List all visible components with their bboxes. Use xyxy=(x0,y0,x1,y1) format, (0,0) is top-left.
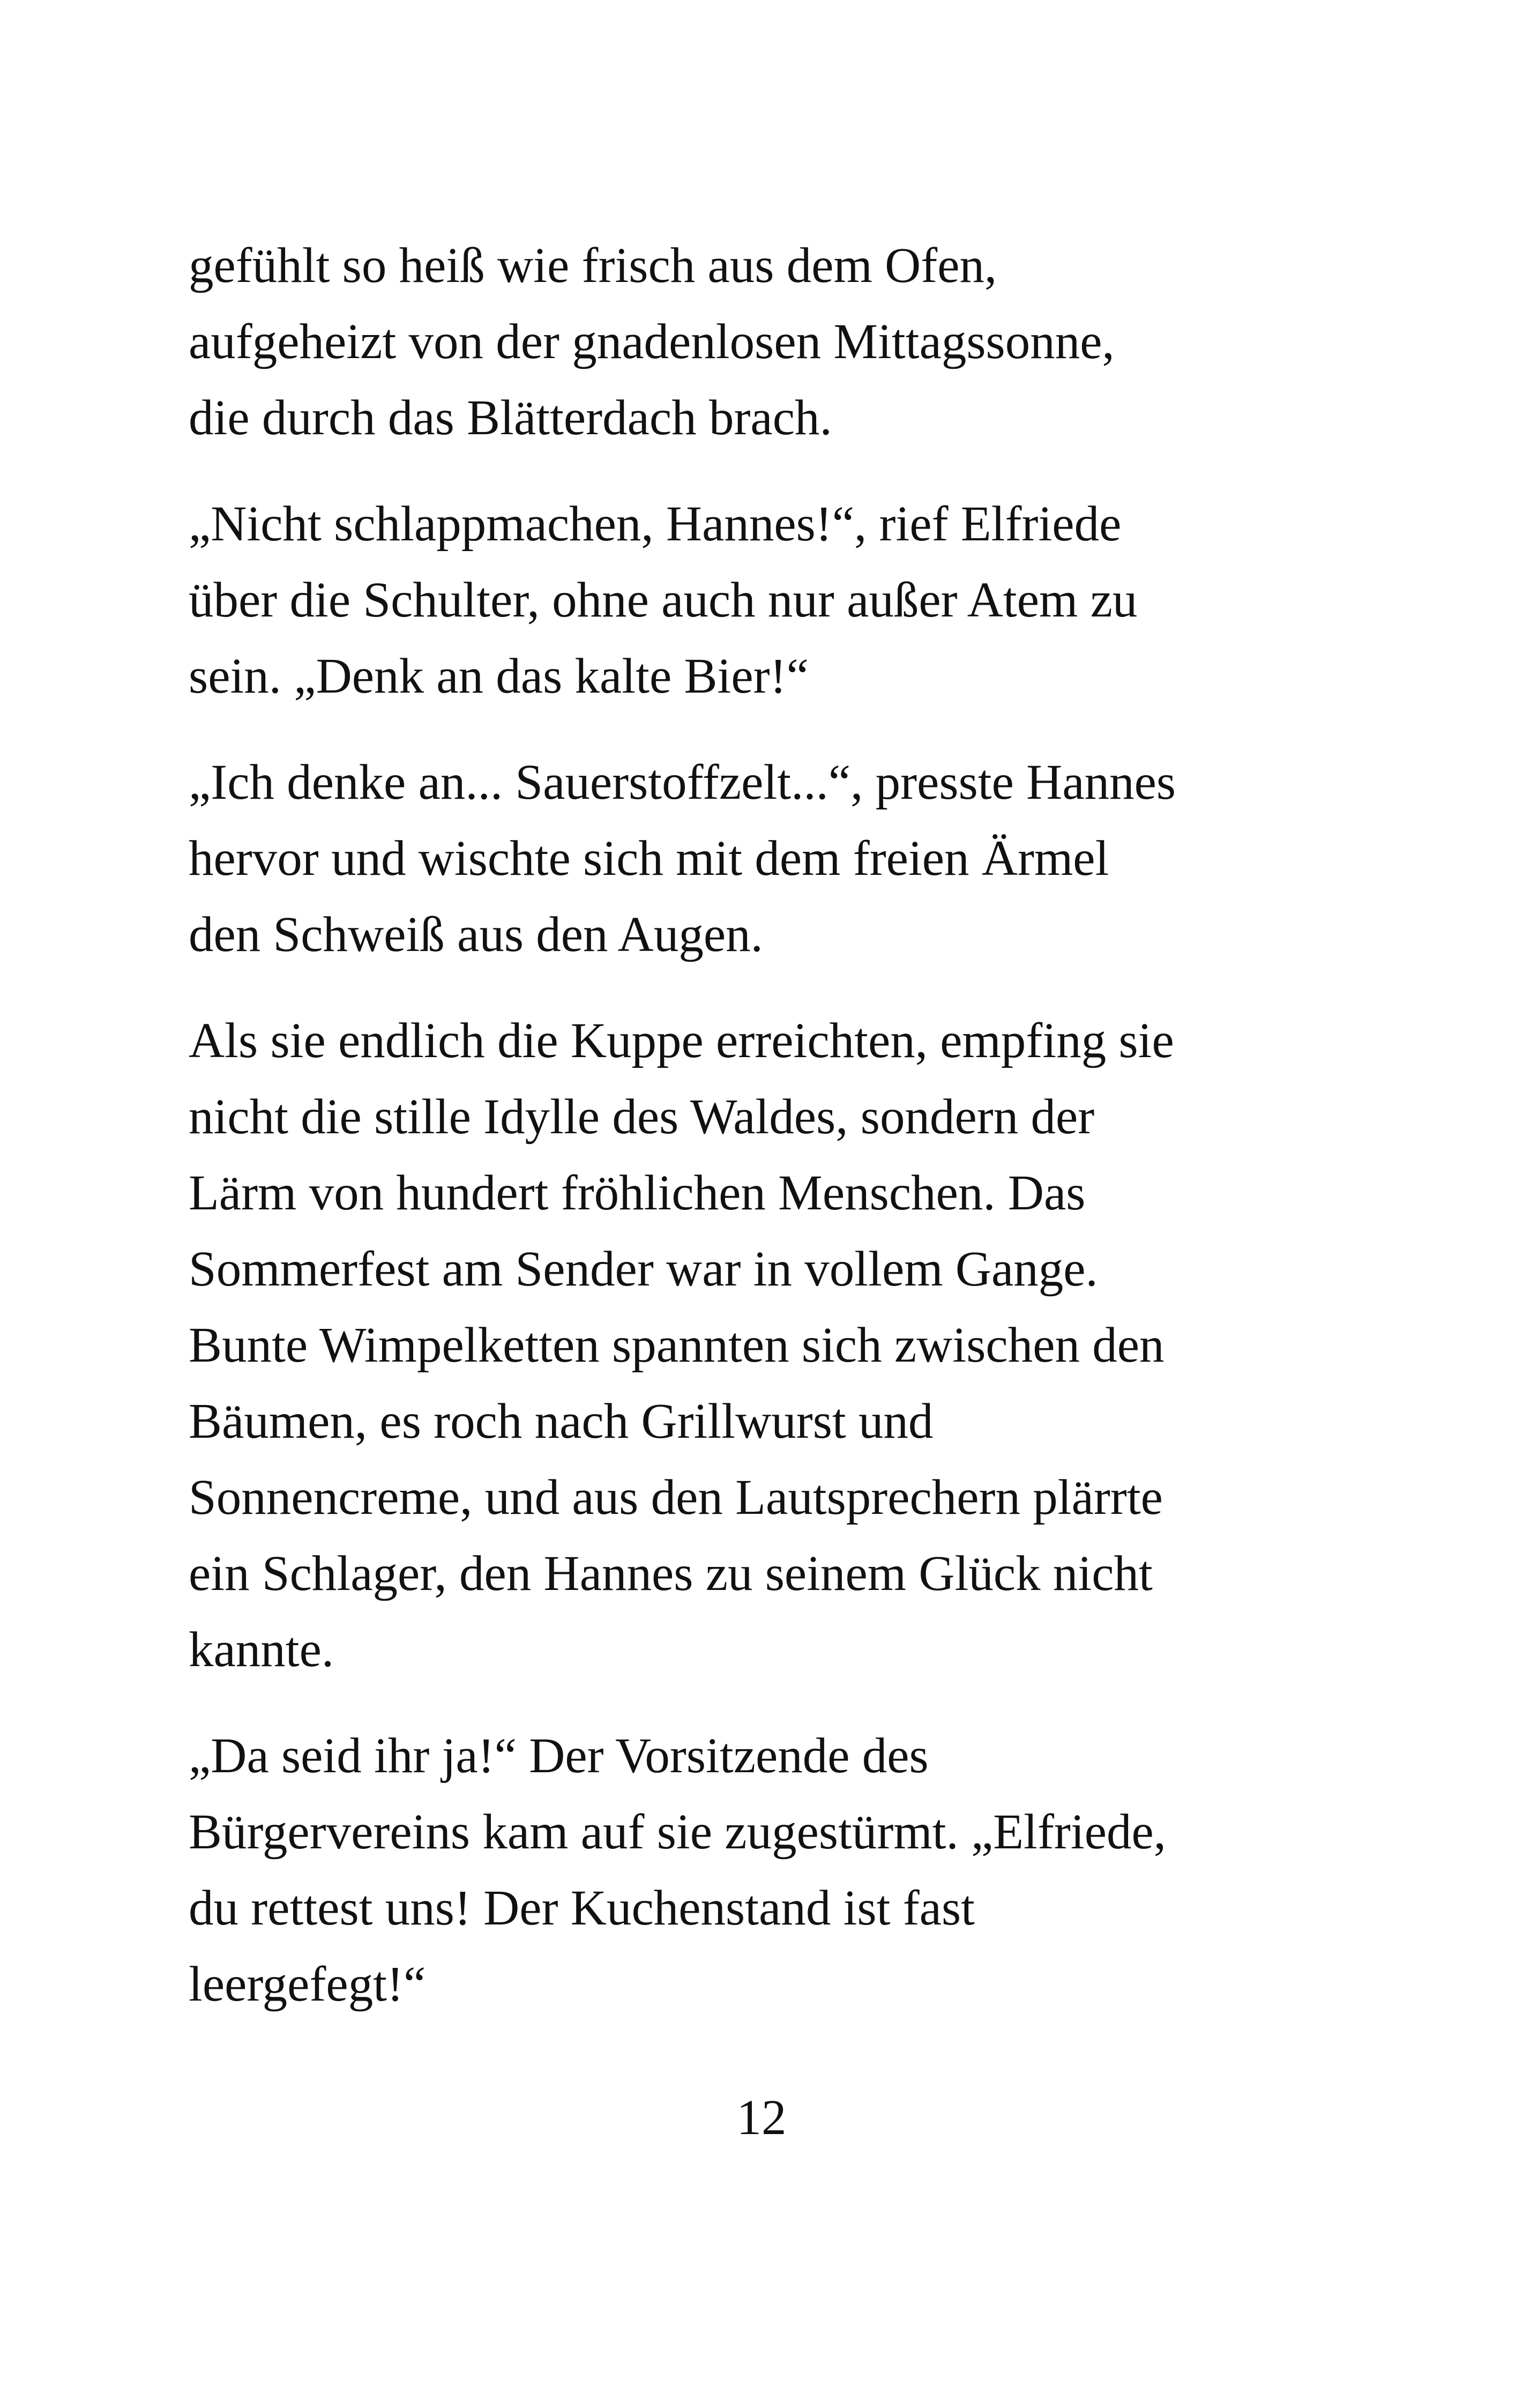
page-number: 12 xyxy=(736,2090,787,2145)
paragraph xyxy=(189,1003,1325,1688)
text-line: „Da seid ihr ja!“ Der Vorsitzende des xyxy=(189,1728,929,1783)
text-line: Bunte Wimpelketten spannten sich zwischen den xyxy=(189,1318,1164,1373)
paragraph xyxy=(189,486,1325,715)
paragraph xyxy=(189,745,1325,973)
paragraph xyxy=(189,1718,1325,2023)
paragraph xyxy=(189,228,1325,456)
text-line: kannte. xyxy=(189,1622,334,1677)
text-line: Bäumen, es roch nach Grillwurst und xyxy=(189,1394,934,1449)
text-line: hervor und wischte sich mit dem freien Ärmel xyxy=(189,831,1109,886)
text-line: sein. „Denk an das kalte Bier!“ xyxy=(189,649,809,704)
text-line: über die Schulter, ohne auch nur außer Atem zu xyxy=(189,573,1138,628)
text-line: Sonnencreme, und aus den Lautsprechern plärrte xyxy=(189,1470,1163,1525)
text-line: den Schweiß aus den Augen. xyxy=(189,907,763,962)
text-line: Als sie endlich die Kuppe erreichten, empfing sie xyxy=(189,1013,1174,1068)
text-line: nicht die stille Idylle des Waldes, sondern der xyxy=(189,1089,1095,1144)
text-line: du rettest uns! Der Kuchenstand ist fast xyxy=(189,1881,975,1936)
text-line: „Nicht schlappmachen, Hannes!“, rief Elfriede xyxy=(189,496,1122,552)
body-text xyxy=(189,228,1325,2053)
text-line: Lärm von hundert fröhlichen Menschen. Das xyxy=(189,1165,1086,1221)
text-line: Sommerfest am Sender war in vollem Gange. xyxy=(189,1242,1098,1297)
text-line: gefühlt so heiß wie frisch aus dem Ofen, xyxy=(189,238,997,293)
text-line: die durch das Blätterdach brach. xyxy=(189,390,832,445)
text-line: Bürgervereins kam auf sie zugestürmt. „Elfriede, xyxy=(189,1804,1167,1860)
text-line: ein Schlager, den Hannes zu seinem Glück nicht xyxy=(189,1546,1153,1601)
text-line: „Ich denke an... Sauerstoffzelt...“, presste Hannes xyxy=(189,755,1176,810)
text-line: leergefegt!“ xyxy=(189,1957,426,2012)
text-line: aufgeheizt von der gnadenlosen Mittagssonne, xyxy=(189,314,1115,369)
